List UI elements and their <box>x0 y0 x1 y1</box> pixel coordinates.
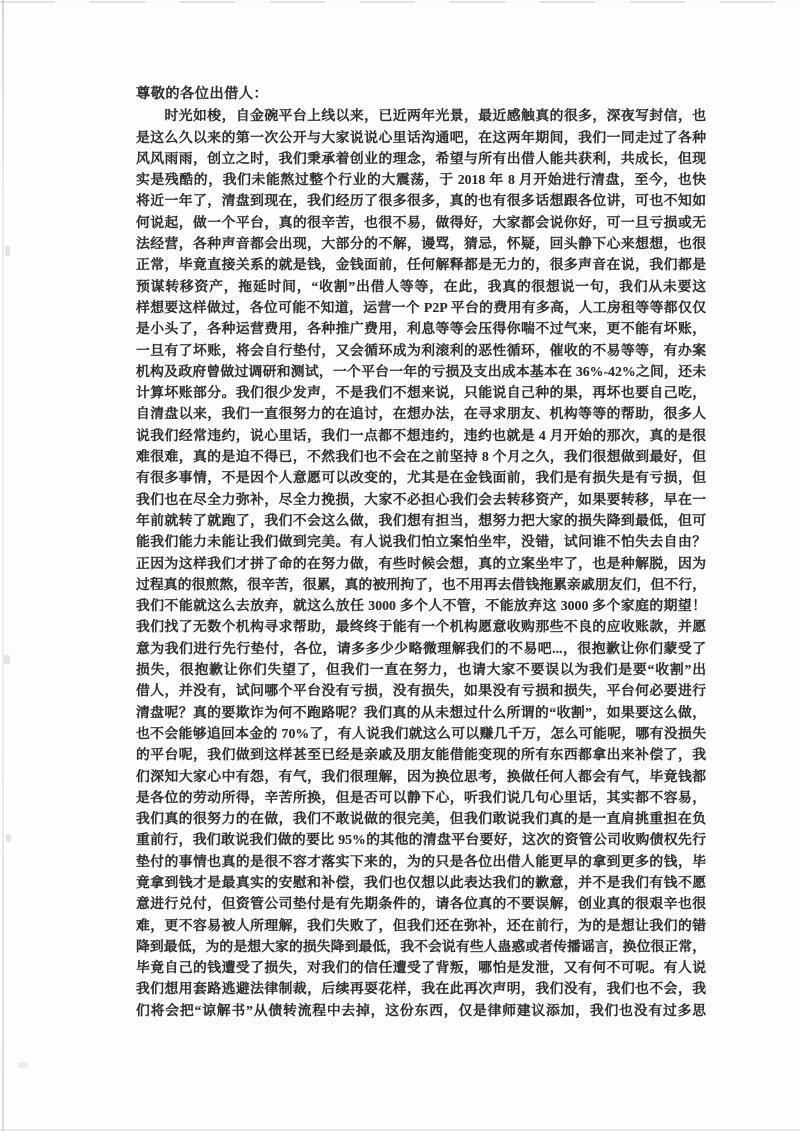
letter-text-line: 何说起，做一个平台，真的很辛苦，也很不易，做得好，大家都会说你好，可一旦亏损或无 <box>136 214 706 230</box>
letter-text-line: 自清盘以来，我们一直很努力的在追讨，在想办法，在寻求朋友、机构等等的帮助，很多人 <box>136 406 706 422</box>
scan-smudge <box>18 1062 28 1068</box>
letter-text-line: 预谋转移资产，拖延时间，“收割”出借人等等，在此，我真的很想说一句，我们从未要这 <box>136 278 706 294</box>
letter-text-line: 是小头了，各种运营费用，各种推广费用，利息等等会压得你喘不过气来，更不能有坏账， <box>136 321 706 337</box>
letter-text-line: 重前行，我们敢说我们做的要比 95%的其他的清盘平台要好，这次的资管公司收购债权先行 <box>136 832 706 848</box>
letter-text-line: 一旦有了坏账，将会自行垫付，又会循环成为利滚利的恶性循环，催收的不易等等，有办案 <box>136 342 706 358</box>
letter-text-line: 正因为这样我们才拼了命的在努力做，有些时候会想，真的立案坐牢了，也是种解脱，因为 <box>136 555 706 571</box>
scan-smudge <box>6 834 11 842</box>
letter-text-line: 机构及政府曾做过调研和测试，一个平台一年的亏损及支出成本基本在 36%-42%之间，还未 <box>136 363 706 379</box>
letter-text-line: 意进行兑付，但资管公司垫付是有先期条件的，请各位真的不要误解，创业真的很艰辛也很 <box>136 896 706 912</box>
letter-text-line: 难很难，真的是迫不得已，不然我们也不会在之前坚持 8 个月之久，我们很想做到最好，但 <box>136 449 706 465</box>
letter-text-line: 垫付的事情也真的是很不容才落实下来的，为的只是各位出借人能更早的拿到更多的钱，毕 <box>136 853 706 869</box>
letter-text-line: 实是残酷的，我们未能熬过整个行业的大震荡，于 2018 年 8 月开始进行清盘，至今，也快 <box>136 172 706 188</box>
letter-text-line: 能我们能力未能让我们做到完美。有人说我们怕立案怕坐牢，没错，试问谁不怕失去自由？ <box>136 534 706 550</box>
letter <box>136 84 706 1021</box>
letter-text-line: 意为我们进行先行垫付，各位，请多多少少略微理解我们的不易吧...，很抱歉让你们蒙受了 <box>136 640 706 656</box>
letter-text-line: 风风雨雨，创立之时，我们秉承着创业的理念，希望与所有出借人能共获利，共成长，但现 <box>136 150 706 166</box>
letter-text-line: 计算坏账部分。我们很少发声，不是我们不想来说，只能说自己种的果，再坏也要自己吃， <box>136 385 706 401</box>
letter-text-line: 我们真的很努力的在做，我们不敢说做的很完美，但我们敢说我们真的是一直肩挑重担在负 <box>136 811 706 827</box>
scan-smudge <box>4 655 10 664</box>
letter-text-line: 竟拿到钱才是最真实的安慰和补偿，我们也仅想以此表达我们的歉意，并不是我们有钱不愿 <box>136 874 706 890</box>
letter-text-line: 我们不能就这么去放弃，就这么放任 3000 多个人不管，不能放弃这 3000 多个家庭的期望！ <box>136 598 706 614</box>
letter-text-line: 是各位的劳动所得，辛苦所换，但是否可以静下心，听我们说几句心里话，其实都不容易， <box>136 789 706 805</box>
letter-text-line: 们将会把“谅解书”从债转流程中去掉，这份东西，仅是律师建议添加，我们也没有过多思 <box>136 1002 706 1018</box>
letter-text-line: 样想要这样做过，各位可能不知道，运营一个 P2P 平台的费用有多高，人工房租等等都仅仅 <box>136 299 706 315</box>
letter-text-line: 是这么久以来的第一次公开与大家说说心里话沟通吧，在这两年期间，我们一同走过了各种 <box>136 129 706 145</box>
letter-text-line: 过程真的很煎熬，很辛苦，很累，真的被刑拘了，也不用再去借钱拖累亲戚朋友们，但不行， <box>136 576 706 592</box>
letter-body <box>136 105 706 1021</box>
letter-text-line: 年前就转了就跑了，我们不会这么做，我们想有担当，想努力把大家的损失降到最低，但可 <box>136 512 706 528</box>
letter-text-line: 难，更不容易被人所理解，我们失败了，但我们还在弥补，还在前行，为的是想让我们的错 <box>136 917 706 933</box>
letter-text-line: 们深知大家心中有怨，有气，我们很理解，因为换位思考，换做任何人都会有气，毕竟钱都 <box>136 768 706 784</box>
letter-text-line: 我们找了无数个机构寻求帮助，最终终于能有一个机构愿意收购那些不良的应收账款，并愿 <box>136 619 706 635</box>
letter-text-line: 法经营，各种声音都会出现，大部分的不解，谩骂，猜忌，怀疑，回头静下心来想想，也很 <box>136 236 706 252</box>
scan-edge-artifact-top <box>0 1 800 3</box>
letter-text-line: 毕竟自己的钱遭受了损失，对我们的信任遭受了背叛，哪怕是发泄，又有何不可呢。有人说 <box>136 960 706 976</box>
letter-text-line: 正常，毕竟直接关系的就是钱，金钱面前，任何解释都是无力的，很多声音在说，我们都是 <box>136 257 706 273</box>
letter-text-line: 说我们经常违约，说心里话，我们一点都不想违约，违约也就是 4 月开始的那次，真的是很 <box>136 427 706 443</box>
letter-salutation: 尊敬的各位出借人： <box>136 86 269 102</box>
letter-text-line: 时光如梭，自金碗平台上线以来，已近两年光景，最近感触真的很多，深夜写封信，也 <box>136 108 706 124</box>
letter-text-line: 清盘呢？真的要欺诈为何不跑路呢？我们真的从未想过什么所谓的“收割”，如果要这么做， <box>136 704 706 720</box>
letter-text-line: 我们也在尽全力弥补，尽全力挽损，大家不必担心我们会去转移资产，如果要转移，早在一 <box>136 491 706 507</box>
letter-text-line: 降到最低，为的是想大家的损失降到最低，我不会说有些人蛊惑或者传播谣言，换位很正常， <box>136 938 706 954</box>
scan-smudge <box>5 246 10 256</box>
letter-text-line: 损失，很抱歉让你们失望了，但我们一直在努力，也请大家不要误以为我们是要“收割”出 <box>136 662 706 678</box>
letter-text-line: 将近一年了，清盘到现在，我们经历了很多很多，真的也有很多话想跟各位讲，可也不知如 <box>136 193 706 209</box>
letter-text-line: 借人，并没有，试问哪个平台没有亏损，没有损失，如果没有亏损和损失，平台何必要进行 <box>136 683 706 699</box>
letter-text-line: 我们想用套路逃避法律制裁，后续再耍花样，我在此再次声明，我们没有，我们也不会，我 <box>136 981 706 997</box>
scan-edge-artifact-left <box>2 0 4 1131</box>
letter-text-line: 也不会能够追回本金的 70%了，有人说我们就这么可以赚几千万，怎么可能呢，哪有没损失 <box>136 725 706 741</box>
letter-text-line: 的平台呢，我们做到这样甚至已经是亲戚及朋友能借能变现的所有东西都拿出来补偿了，我 <box>136 747 706 763</box>
letter-text-line: 有很多事情，不是因个人意愿可以改变的，尤其是在金钱面前，我们是有损失是有亏损，但 <box>136 470 706 486</box>
